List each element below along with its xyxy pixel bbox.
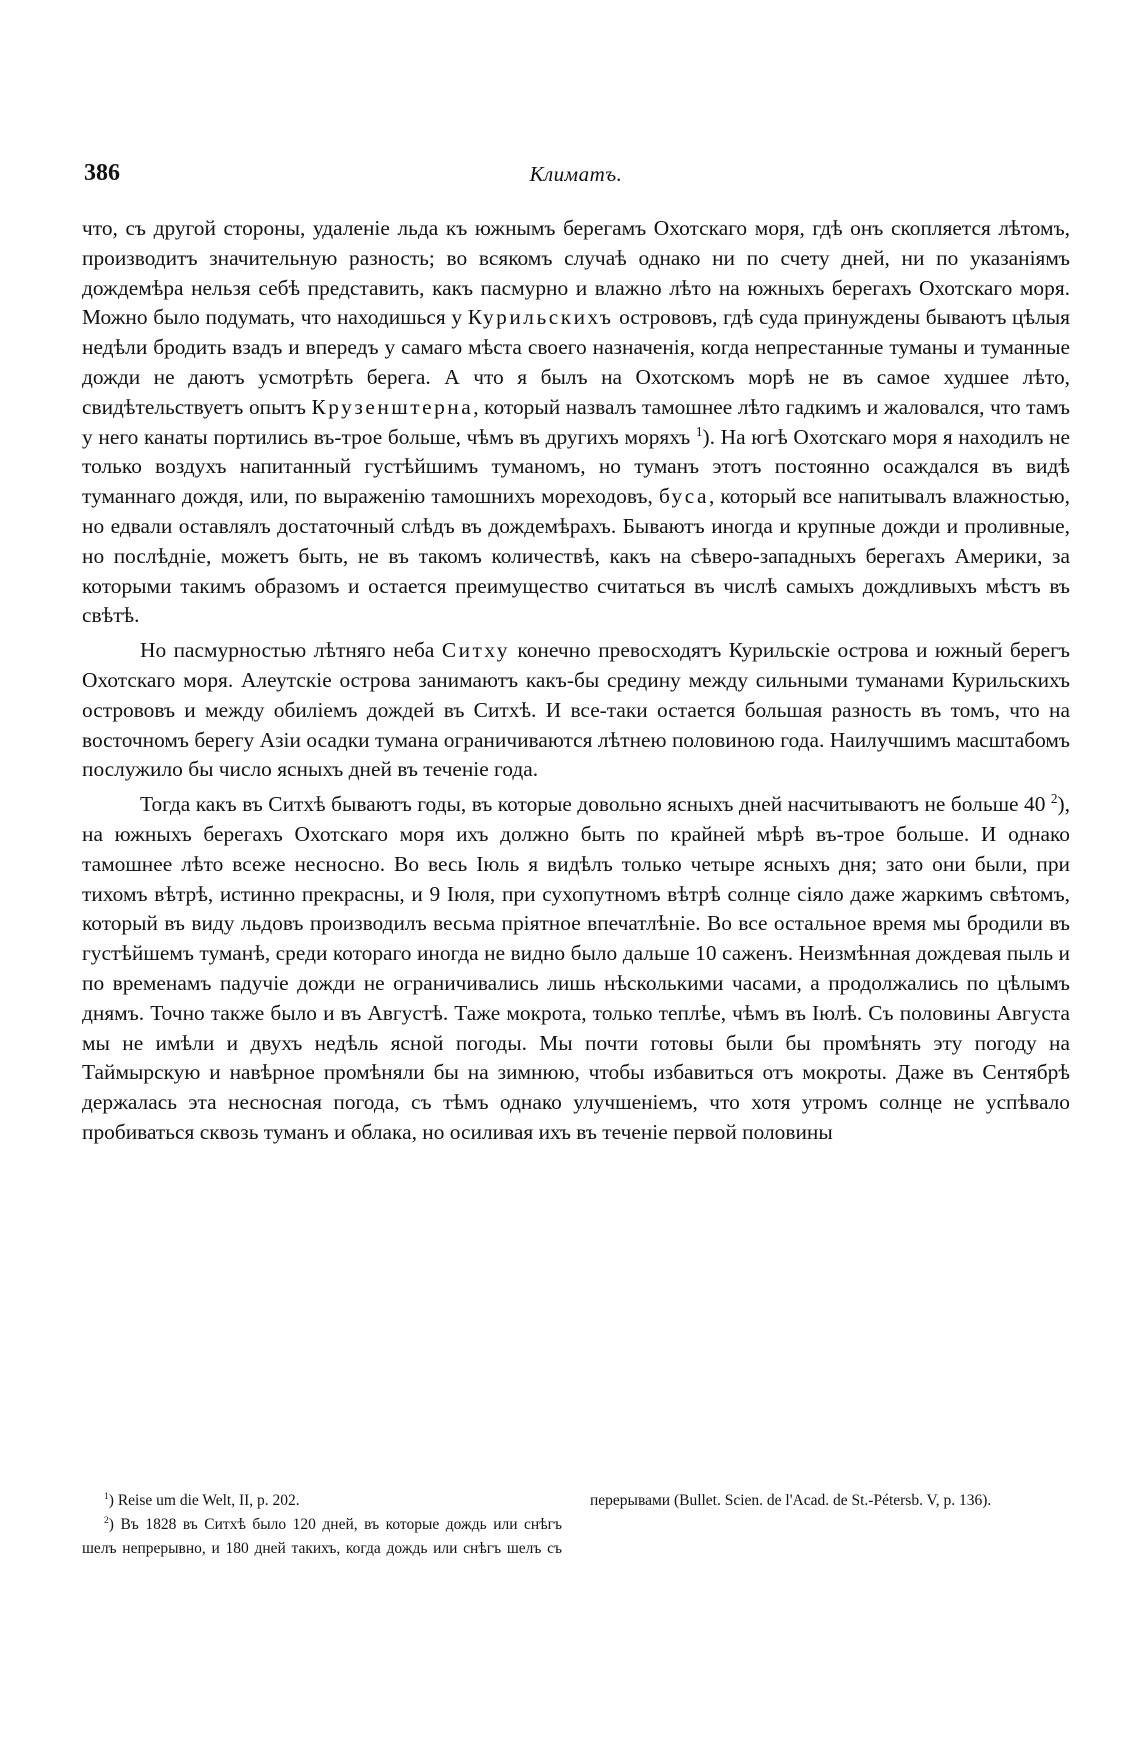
paragraph-1-text-e: , который назвалъ тамошнее лѣто гадкимъ и жаловался, что тамъ у него канаты портились въ-трое больше, чѣмъ въ другихъ моряхъ xyxy=(82,394,1070,449)
footnote-1-marker: 1 xyxy=(104,1490,109,1502)
emphasis-kruzenshtern: Крузенштерна xyxy=(311,394,474,419)
footnote-2-marker: 2 xyxy=(104,1514,109,1526)
running-title: Климатъ. xyxy=(529,162,623,186)
footnote-ref-1[interactable]: 1 xyxy=(695,423,703,439)
paragraph-1-text-c: острововъ, гдѣ суда принуждены бываютъ цѣлыя недѣли бродить взадъ и впередъ у самаго мѣста своего назначенія, когда непрестанные туманы и туманные дожди не даютъ усмотрѣть берега. А что я былъ на Охотскомъ морѣ не въ самое худшее лѣто, свидѣтельствуетъ опытъ xyxy=(82,305,1070,419)
body-text xyxy=(82,214,1070,1148)
page-header xyxy=(82,160,1070,200)
footnote-ref-2[interactable]: 2 xyxy=(1050,791,1058,807)
paragraph-2 xyxy=(82,636,1070,785)
paragraph-3-text-c: ), на южныхъ берегахъ Охотскаго моря ихъ должно быть по крайней мѣрѣ въ-трое больше. И однако тамошнее лѣто всеже несносно. Во весь Іюль я видѣлъ только четыре ясныхъ дня; зато они были, при тихомъ вѣтрѣ, истинно прекрасны, и 9 Іюля, при сухопутномъ вѣтрѣ солнце сіяло даже жаркимъ свѣтомъ, который въ виду льдовъ производилъ весьма пріятное впечатлѣніе. Во все остальное время мы бродили въ густѣйшемъ туманѣ, среди котораго иногда не видно было дальше 10 саженъ. Неизмѣнная дождевая пыль и по временамъ падучіе дожди не ограничивались лишь нѣсколькими часами, а продолжались по цѣлымъ днямъ. Точно также было и въ Августѣ. Таже мокрота, только теплѣе, чѣмъ въ Іюлѣ. Съ половины Августа мы не имѣли и двухъ недѣль ясной погоды. Мы почти готовы были бы промѣнять эту погоду на Таймырскую и навѣрное промѣняли бы на зимнюю, чтобы избавиться отъ мокроты. Даже въ Сентябрѣ держалась эта несносная погода, съ тѣмъ однако улучшеніемъ, что хотя утромъ солнце не успѣвало пробиваться сквозь туманъ и облака, но осиливая ихъ въ теченіе первой половины xyxy=(82,792,1070,1144)
page xyxy=(82,160,1070,1148)
paragraph-2-text-a: Но пасмурностью лѣтняго неба xyxy=(140,638,442,663)
emphasis-kurilskikh: Курильскихъ xyxy=(467,305,614,330)
emphasis-sitkhu: Ситху xyxy=(441,638,510,663)
paragraph-1-text-i: , который все напитывалъ влажностью, но едвали оставлялъ достаточный слѣдъ въ дождемѣрахъ. Бываютъ иногда и крупные дожди и проливные, но послѣдніе, можетъ быть, не въ такомъ количествѣ, какъ на сѣверо-западныхъ берегахъ Америки, за которыми такимъ образомъ и остается преимущество считаться въ числѣ самыхъ дождливыхъ мѣстъ въ свѣтѣ. xyxy=(82,484,1070,628)
paragraph-1 xyxy=(82,214,1070,631)
emphasis-busa: буса xyxy=(658,484,709,509)
footnote-1-text: ) Reise um die Welt, II, p. 202. xyxy=(108,1492,300,1509)
paragraph-3-text-a: Тогда какъ въ Ситхѣ бываютъ годы, въ которые довольно ясныхъ дней насчитываютъ не больше 40 xyxy=(140,792,1051,817)
footnote-1 xyxy=(82,1489,562,1513)
paragraph-1-text-a: что, съ другой стороны, удаленіе льда къ южнымъ берегамъ Охотскаго моря, гдѣ онъ скопляется лѣтомъ, производитъ значительную разность; во всякомъ случаѣ однако ни по счету дней, ни по указаніямъ дождемѣра нельзя себѣ представить, какъ пасмурно и влажно лѣто на южныхъ берегахъ Охотскаго моря. Можно было подумать, что находишься у xyxy=(82,216,1070,330)
paragraph-1-text-g: ). На югѣ Охотскаго моря я находилъ не только воздухъ напитанный густѣйшимъ туманомъ, но туманъ этотъ постоянно осаждался въ видѣ туманнаго дождя, или, по выраженію тамошнихъ мореходовъ, xyxy=(82,424,1070,509)
paragraph-3 xyxy=(82,790,1070,1148)
footnotes xyxy=(82,1489,1070,1561)
footnote-2-text: ) Въ 1828 въ Ситхѣ было 120 дней, въ которые дождь или снѣгъ шелъ непрерывно, и 180 дней такихъ, когда дождь или снѣгъ шелъ съ перерывами (Bullet. Scien. de l'Acad. de St.-Pétersb. V, p. 136). xyxy=(82,1492,992,1557)
page-number: 386 xyxy=(84,160,120,186)
paragraph-2-text-c: конечно превосходятъ Курильскіе острова и южный берегъ Охотскаго моря. Алеутскіе острова занимаютъ какъ-бы средину между сильными туманами Курильскихъ острововъ и между обиліемъ дождей въ Ситхѣ. И все-таки остается большая разность въ томъ, что на восточномъ берегу Азіи осадки тумана ограничиваются лѣтнею половиною года. Наилучшимъ масштабомъ послужило бы число ясныхъ дней въ теченіе года. xyxy=(82,638,1070,782)
